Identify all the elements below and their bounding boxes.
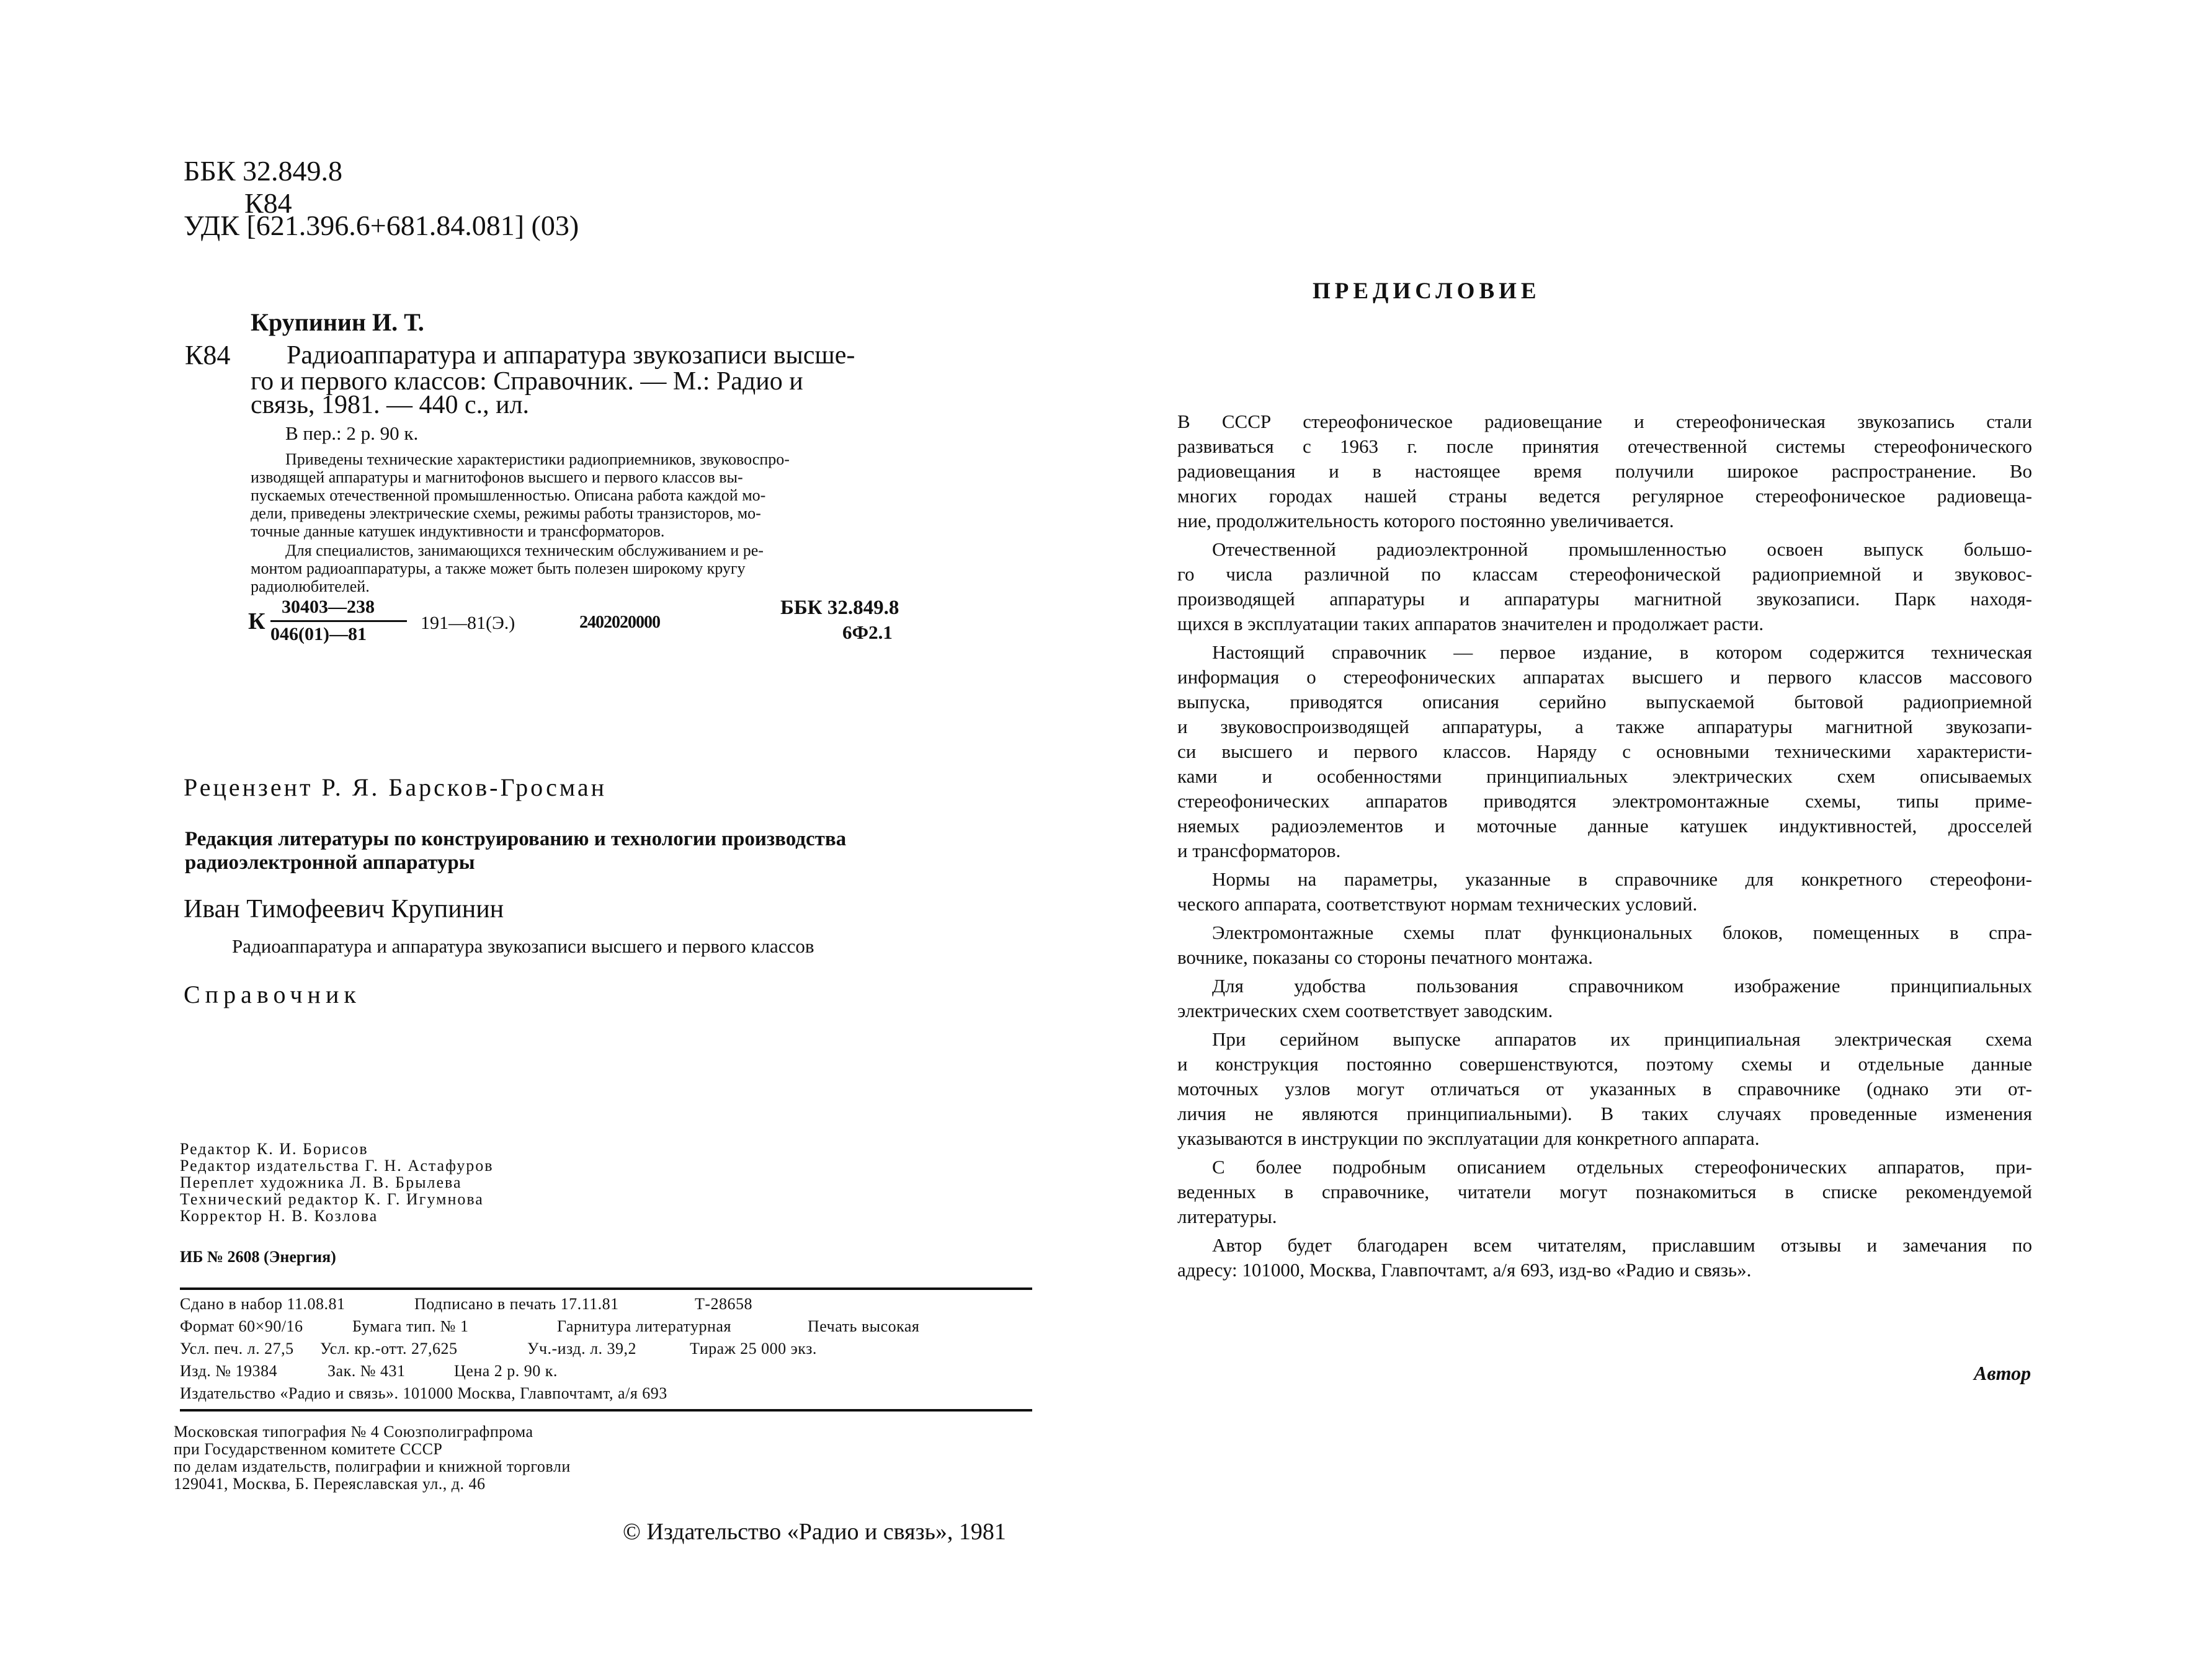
annotation-line: изводящей аппаратуры и магнитофонов высшего и первого классов вы- [251,468,743,486]
catalog-serial: 2402020000 [579,613,660,632]
catalog-title-line: связь, 1981. — 440 с., ил. [251,391,530,419]
preface-line: радиовещания и в настоящее время получили широкое распространение. Во [1177,460,2032,482]
annotation-line: Для специалистов, занимающихся техническим обслуживанием и ре- [285,541,764,559]
printer-line: Московская типография № 4 Союзполиграфпрома [174,1423,533,1441]
preface-line: и трансформаторов. [1177,840,1341,861]
print-info: Уч.-изд. л. 39,2 [527,1340,637,1358]
catalog-title-line: Радиоаппаратура и аппаратура звукозаписи высше- [287,341,855,370]
ib-number: ИБ № 2608 (Энергия) [180,1248,336,1266]
preface-line: веденных в справочнике, читатели могут познакомиться в списке рекомендуемой [1177,1181,2032,1203]
print-info: Т-28658 [695,1295,753,1313]
editorial-line: Редакция литературы по конструированию и технологии производства [185,828,847,850]
fraction-numerator: 30403—238 [282,597,375,617]
preface-line: В СССР стереофоническое радиовещание и стереофоническая звукозапись стали [1177,411,2032,432]
annotation-line: пускаемых отечественной промышленностью. Описана работа каждой мо- [251,486,766,504]
preface-line: Электромонтажные схемы плат функциональных блоков, помещенных в спра- [1212,922,2032,943]
preface-heading: ПРЕДИСЛОВИЕ [1313,278,1541,304]
preface-line: развиваться с 1963 г. после принятия отечественной системы стереофонического [1177,435,2032,457]
preface-line: личия не являются принципиальными). В таких случаях проведенные изменения [1177,1103,2032,1124]
preface-line: Отечественной радиоэлектронной промышленностью освоен выпуск большо- [1212,538,2032,560]
preface-line: вочнике, показаны со стороны печатного монтажа. [1177,946,1593,968]
preface-line: моточных узлов могут отличаться от указанных в справочнике (однако эти от- [1177,1078,2032,1100]
staff-line: Технический редактор К. Г. Игумнова [180,1190,484,1208]
print-info: Усл. кр.-отт. 27,625 [320,1340,458,1358]
divider-rule [180,1287,1032,1290]
preface-line: Автор будет благодарен всем читателям, приславшим отзывы и замечания по [1212,1234,2032,1256]
printer-line: 129041, Москва, Б. Переяславская ул., д. 46 [174,1475,486,1493]
staff-line: Переплет художника Л. В. Брылева [180,1173,462,1191]
annotation-line: радиолюбителей. [251,577,370,595]
print-info: Сдано в набор 11.08.81 [180,1295,346,1313]
preface-line: и конструкция постоянно совершенствуются, поэтому схемы и отдельные данные [1177,1053,2032,1075]
preface-line: электрических схем соответствует заводским. [1177,1000,1553,1021]
annotation-line: точные данные катушек индуктивности и трансформаторов. [251,522,665,540]
k84-code: К84 [244,187,292,219]
preface-line: С более подробным описанием отдельных стереофонических аппаратов, при- [1212,1156,2032,1178]
print-info: Цена 2 р. 90 к. [454,1362,558,1380]
catalog-author: Крупинин И. Т. [251,308,424,336]
preface-line: производящей аппаратуры и аппаратуры магнитной звукозаписи. Парк находя- [1177,588,2032,610]
preface-line: го числа различной по классам стереофонической радиоприемной и звуковос- [1177,563,2032,585]
preface-line: литературы. [1177,1206,1277,1227]
fraction-bar [270,620,407,622]
print-info: Издательство «Радио и связь». 101000 Москва, Главпочтамт, а/я 693 [180,1384,667,1402]
print-info: Усл. печ. л. 27,5 [180,1340,294,1358]
copyright: © Издательство «Радио и связь», 1981 [623,1519,1006,1545]
fraction-prefix: К [248,608,265,634]
print-info: Формат 60×90/16 [180,1317,303,1335]
print-info: Печать высокая [808,1317,920,1335]
preface-line: си высшего и первого классов. Наряду с основными техническими характеристи- [1177,740,2032,762]
annotation-line: монтом радиоаппаратуры, а также может быть полезен широкому кругу [251,559,746,577]
preface-line: ческого аппарата, соответствуют нормам технических условий. [1177,893,1698,915]
catalog-bbk: ББК 32.849.8 [780,597,899,619]
catalog-code: К84 [185,340,231,370]
preface-line: Настоящий справочник — первое издание, в котором содержится техническая [1212,641,2032,663]
preface-line: и звуковоспроизводящей аппаратуры, а также аппаратуры магнитной звукозапи- [1177,716,2032,737]
catalog-number: 191—81(Э.) [421,613,515,633]
preface-line: стереофонических аппаратов приводятся электромонтажные схемы, типы приме- [1177,790,2032,812]
reviewer: Рецензент Р. Я. Барсков-Гросман [184,773,607,801]
editorial-line: радиоэлектронной аппаратуры [185,851,475,874]
print-info: Зак. № 431 [328,1362,406,1380]
print-info: Тираж 25 000 экз. [690,1340,817,1358]
preface-line: адресу: 101000, Москва, Главпочтамт, а/я 693, изд-во «Радио и связь». [1177,1259,1752,1281]
preface-line: многих городах нашей страны ведется регулярное стереофоническое радиовеща- [1177,485,2032,507]
preface-line: информация о стереофонических аппаратах высшего и первого классов массового [1177,666,2032,688]
staff-line: Редактор К. И. Борисов [180,1140,368,1158]
printer-line: при Государственном комитете СССР [174,1440,443,1458]
annotation-line: дели, приведены электрические схемы, режимы работы транзисторов, мо- [251,504,761,522]
full-author: Иван Тимофеевич Крупинин [184,895,504,923]
fraction-denominator: 046(01)—81 [270,624,367,644]
printer-line: по делам издательств, полиграфии и книжной торговли [174,1457,571,1475]
annotation-line: Приведены технические характеристики радиоприемников, звуковоспро- [285,450,790,468]
staff-line: Корректор Н. В. Козлова [180,1207,378,1225]
full-title: Радиоаппаратура и аппаратура звукозаписи высшего и первого классов [232,935,814,957]
print-info: Гарнитура литературная [557,1317,731,1335]
preface-signature: Автор [1974,1362,2031,1384]
divider-rule [180,1409,1032,1412]
print-info: Изд. № 19384 [180,1362,278,1380]
catalog-bbk-2: 6Ф2.1 [842,621,893,643]
print-info: Подписано в печать 17.11.81 [414,1295,619,1313]
bbk-code: ББК 32.849.8 [184,155,343,187]
preface-line: щихся в эксплуатации таких аппаратов значителен и продолжает расти. [1177,613,1764,634]
book-type: Справочник [184,980,361,1008]
catalog-title-line: го и первого классов: Справочник. — М.: Радио и [251,367,803,396]
staff-line: Редактор издательства Г. Н. Астафуров [180,1157,494,1175]
udk-code: УДК [621.396.6+681.84.081] (03) [184,210,579,241]
preface-line: При серийном выпуске аппаратов их принципиальная электрическая схема [1212,1028,2032,1050]
catalog-price: В пер.: 2 р. 90 к. [285,422,419,444]
preface-line: выпуска, приводятся описания серийно выпускаемой бытовой радиоприемной [1177,691,2032,713]
preface-line: няемых радиоэлементов и моточные данные катушек индуктивностей, дросселей [1177,815,2032,837]
preface-line: Нормы на параметры, указанные в справочнике для конкретного стереофони- [1212,868,2032,890]
preface-line: ние, продолжительность которого постоянно увеличивается. [1177,510,1674,531]
preface-line: Для удобства пользования справочником изображение принципиальных [1212,975,2032,997]
preface-line: указываются в инструкции по эксплуатации для конкретного аппарата. [1177,1127,1760,1149]
print-info: Бумага тип. № 1 [352,1317,469,1335]
preface-line: ками и особенностями принципиальных электрических схем описываемых [1177,765,2032,787]
